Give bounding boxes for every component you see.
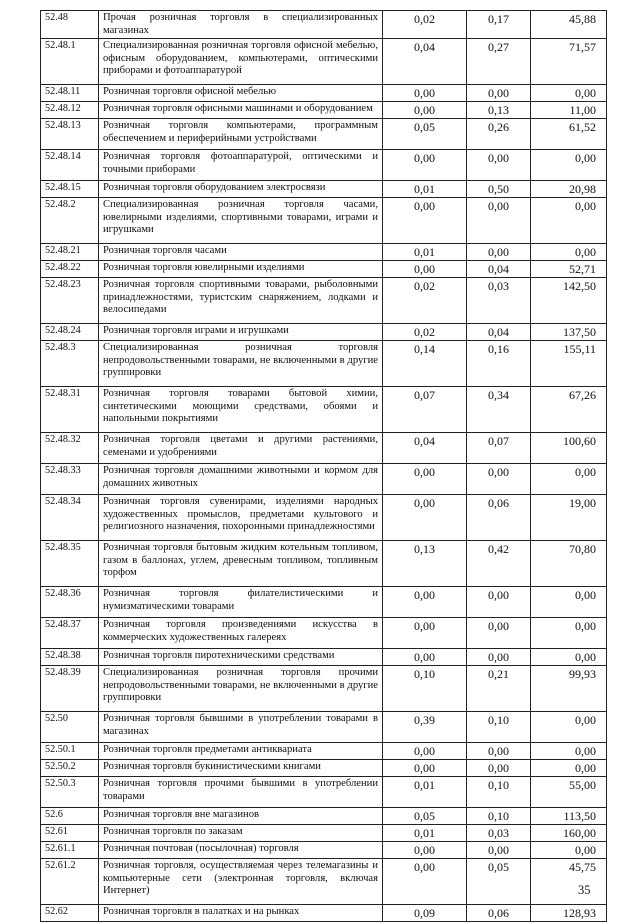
value-1-cell: 0,00 (383, 859, 467, 905)
name-cell: Розничная торговля ювелирными изделиями (99, 261, 383, 278)
name-cell: Розничная торговля часами (99, 244, 383, 261)
table-row (41, 541, 607, 587)
value-2-cell: 0,50 (467, 181, 531, 198)
table-row (41, 859, 607, 905)
code-cell: 52.61.2 (41, 859, 99, 905)
value-3-cell: 0,00 (531, 649, 607, 666)
value-1-cell: 0,02 (383, 11, 467, 39)
name-cell: Розничная торговля по заказам (99, 825, 383, 842)
value-1-cell: 0,39 (383, 712, 467, 743)
code-cell: 52.48.21 (41, 244, 99, 261)
table-row (41, 649, 607, 666)
value-2-cell: 0,10 (467, 777, 531, 808)
table-row (41, 666, 607, 712)
value-2-cell: 0,10 (467, 808, 531, 825)
value-3-cell: 52,71 (531, 261, 607, 278)
value-3-cell: 99,93 (531, 666, 607, 712)
table-row (41, 198, 607, 244)
value-3-cell: 45,88 (531, 11, 607, 39)
name-cell: Розничная торговля спортивными товарами, рыболовными принадлежностями, туристским снаряжением, лодками и велосипедами (99, 278, 383, 324)
name-cell: Специализированная розничная торговля непродовольственными товарами, не включенными в другие группировки (99, 341, 383, 387)
value-2-cell: 0,10 (467, 712, 531, 743)
table-row (41, 743, 607, 760)
name-cell: Розничная торговля, осуществляемая через телемагазины и компьютерные сети (электронная торговля, включая Интернет) (99, 859, 383, 905)
code-cell: 52.6 (41, 808, 99, 825)
value-3-cell: 0,00 (531, 618, 607, 649)
code-cell: 52.48.2 (41, 198, 99, 244)
name-cell: Прочая розничная торговля в специализированных магазинах (99, 11, 383, 39)
code-cell: 52.50 (41, 712, 99, 743)
value-3-cell: 71,57 (531, 39, 607, 85)
name-cell: Розничная торговля компьютерами, программным обеспечением и периферийными устройствами (99, 119, 383, 150)
value-2-cell: 0,00 (467, 618, 531, 649)
value-1-cell: 0,00 (383, 842, 467, 859)
value-1-cell: 0,00 (383, 649, 467, 666)
name-cell: Специализированная розничная торговля прочими непродовольственными товарами, не включенными в другие группировки (99, 666, 383, 712)
value-3-cell: 142,50 (531, 278, 607, 324)
value-1-cell: 0,00 (383, 102, 467, 119)
code-cell: 52.48.38 (41, 649, 99, 666)
value-2-cell: 0,00 (467, 150, 531, 181)
table-row (41, 777, 607, 808)
table-row (41, 324, 607, 341)
table-row (41, 495, 607, 541)
name-cell: Розничная торговля фотоаппаратурой, оптическими и точными приборами (99, 150, 383, 181)
table-row (41, 905, 607, 922)
value-2-cell: 0,04 (467, 324, 531, 341)
value-1-cell: 0,00 (383, 587, 467, 618)
value-1-cell: 0,01 (383, 825, 467, 842)
value-2-cell: 0,07 (467, 433, 531, 464)
code-cell: 52.48.31 (41, 387, 99, 433)
value-2-cell: 0,03 (467, 825, 531, 842)
name-cell: Розничная торговля цветами и другими растениями, семенами и удобрениями (99, 433, 383, 464)
code-cell: 52.48.12 (41, 102, 99, 119)
value-2-cell: 0,00 (467, 244, 531, 261)
table-row (41, 261, 607, 278)
value-3-cell: 11,00 (531, 102, 607, 119)
name-cell: Розничная торговля вне магазинов (99, 808, 383, 825)
code-cell: 52.48 (41, 11, 99, 39)
value-3-cell: 113,50 (531, 808, 607, 825)
value-3-cell: 0,00 (531, 85, 607, 102)
name-cell: Розничная торговля прочими бывшими в употреблении товарами (99, 777, 383, 808)
value-3-cell: 137,50 (531, 324, 607, 341)
code-cell: 52.48.1 (41, 39, 99, 85)
value-1-cell: 0,01 (383, 244, 467, 261)
table-row (41, 119, 607, 150)
value-1-cell: 0,00 (383, 198, 467, 244)
value-3-cell: 160,00 (531, 825, 607, 842)
name-cell: Розничная торговля бывшими в употреблении товарами в магазинах (99, 712, 383, 743)
name-cell: Розничная торговля играми и игрушками (99, 324, 383, 341)
value-2-cell: 0,00 (467, 842, 531, 859)
value-2-cell: 0,16 (467, 341, 531, 387)
value-3-cell: 70,80 (531, 541, 607, 587)
code-cell: 52.62 (41, 905, 99, 922)
value-3-cell: 0,00 (531, 464, 607, 495)
value-1-cell: 0,02 (383, 324, 467, 341)
value-2-cell: 0,27 (467, 39, 531, 85)
value-1-cell: 0,04 (383, 39, 467, 85)
code-cell: 52.48.3 (41, 341, 99, 387)
code-cell: 52.61 (41, 825, 99, 842)
value-1-cell: 0,00 (383, 261, 467, 278)
name-cell: Розничная торговля предметами антиквариата (99, 743, 383, 760)
code-cell: 52.48.33 (41, 464, 99, 495)
name-cell: Специализированная розничная торговля офисной мебелью, офисным оборудованием, компьютерами, оптическими приборами и фотоаппаратурой (99, 39, 383, 85)
code-cell: 52.50.2 (41, 760, 99, 777)
table-row (41, 11, 607, 39)
value-2-cell: 0,42 (467, 541, 531, 587)
value-2-cell: 0,34 (467, 387, 531, 433)
name-cell: Розничная торговля сувенирами, изделиями народных художественных промыслов, предметами культового и религиозного назначения, похоронными принадлежностями (99, 495, 383, 541)
code-cell: 52.48.36 (41, 587, 99, 618)
code-cell: 52.48.37 (41, 618, 99, 649)
code-cell: 52.48.35 (41, 541, 99, 587)
code-cell: 52.48.32 (41, 433, 99, 464)
value-1-cell: 0,13 (383, 541, 467, 587)
value-2-cell: 0,26 (467, 119, 531, 150)
value-1-cell: 0,09 (383, 905, 467, 922)
value-1-cell: 0,00 (383, 150, 467, 181)
value-3-cell: 0,00 (531, 198, 607, 244)
value-1-cell: 0,00 (383, 760, 467, 777)
name-cell: Розничная торговля в палатках и на рынках (99, 905, 383, 922)
value-1-cell: 0,02 (383, 278, 467, 324)
code-cell: 52.48.34 (41, 495, 99, 541)
value-3-cell: 55,00 (531, 777, 607, 808)
value-2-cell: 0,13 (467, 102, 531, 119)
value-1-cell: 0,00 (383, 85, 467, 102)
table-row (41, 278, 607, 324)
table-body (41, 11, 607, 922)
value-2-cell: 0,05 (467, 859, 531, 905)
value-3-cell: 128,93 (531, 905, 607, 922)
value-1-cell: 0,01 (383, 777, 467, 808)
value-2-cell: 0,06 (467, 905, 531, 922)
value-2-cell: 0,00 (467, 649, 531, 666)
code-cell: 52.48.22 (41, 261, 99, 278)
table-row (41, 587, 607, 618)
value-3-cell: 0,00 (531, 743, 607, 760)
table-row (41, 150, 607, 181)
table-row (41, 433, 607, 464)
name-cell: Розничная торговля товарами бытовой химии, синтетическими моющими средствами, обоями и напольными покрытиями (99, 387, 383, 433)
value-3-cell: 0,00 (531, 760, 607, 777)
code-cell: 52.48.13 (41, 119, 99, 150)
value-1-cell: 0,01 (383, 181, 467, 198)
value-2-cell: 0,00 (467, 198, 531, 244)
table-row (41, 712, 607, 743)
table-row (41, 618, 607, 649)
value-2-cell: 0,21 (467, 666, 531, 712)
name-cell: Специализированная розничная торговля часами, ювелирными изделиями, спортивными товарами, играми и игрушками (99, 198, 383, 244)
name-cell: Розничная торговля оборудованием электросвязи (99, 181, 383, 198)
name-cell: Розничная торговля произведениями искусства в коммерческих художественных галереях (99, 618, 383, 649)
table-row (41, 39, 607, 85)
value-2-cell: 0,17 (467, 11, 531, 39)
page-number: 35 (578, 883, 591, 897)
table-row (41, 464, 607, 495)
value-3-cell: 61,52 (531, 119, 607, 150)
name-cell: Розничная торговля филателистическими и нумизматическими товарами (99, 587, 383, 618)
name-cell: Розничная почтовая (посылочная) торговля (99, 842, 383, 859)
code-cell: 52.48.23 (41, 278, 99, 324)
table-row (41, 842, 607, 859)
value-1-cell: 0,00 (383, 464, 467, 495)
value-3-cell: 67,26 (531, 387, 607, 433)
table-row (41, 760, 607, 777)
code-cell: 52.48.24 (41, 324, 99, 341)
code-cell: 52.50.1 (41, 743, 99, 760)
value-3-cell: 0,00 (531, 712, 607, 743)
value-2-cell: 0,00 (467, 85, 531, 102)
code-cell: 52.48.11 (41, 85, 99, 102)
code-cell: 52.48.39 (41, 666, 99, 712)
name-cell: Розничная торговля офисными машинами и оборудованием (99, 102, 383, 119)
value-1-cell: 0,05 (383, 119, 467, 150)
value-1-cell: 0,00 (383, 743, 467, 760)
name-cell: Розничная торговля пиротехническими средствами (99, 649, 383, 666)
table-row (41, 825, 607, 842)
value-2-cell: 0,04 (467, 261, 531, 278)
table-row (41, 85, 607, 102)
value-3-cell: 0,00 (531, 244, 607, 261)
code-cell: 52.50.3 (41, 777, 99, 808)
value-2-cell: 0,03 (467, 278, 531, 324)
table-row (41, 808, 607, 825)
name-cell: Розничная торговля домашними животными и кормом для домашних животных (99, 464, 383, 495)
value-1-cell: 0,05 (383, 808, 467, 825)
value-2-cell: 0,00 (467, 587, 531, 618)
value-2-cell: 0,00 (467, 464, 531, 495)
value-2-cell: 0,00 (467, 743, 531, 760)
name-cell: Розничная торговля офисной мебелью (99, 85, 383, 102)
table-row (41, 181, 607, 198)
value-3-cell: 0,00 (531, 842, 607, 859)
value-3-cell: 100,60 (531, 433, 607, 464)
value-1-cell: 0,00 (383, 618, 467, 649)
value-2-cell: 0,00 (467, 760, 531, 777)
value-3-cell: 20,98 (531, 181, 607, 198)
value-1-cell: 0,14 (383, 341, 467, 387)
value-3-cell: 155,11 (531, 341, 607, 387)
table-row (41, 387, 607, 433)
code-cell: 52.61.1 (41, 842, 99, 859)
code-cell: 52.48.14 (41, 150, 99, 181)
table-row (41, 341, 607, 387)
value-1-cell: 0,00 (383, 495, 467, 541)
name-cell: Розничная торговля букинистическими книгами (99, 760, 383, 777)
table-row (41, 244, 607, 261)
value-1-cell: 0,10 (383, 666, 467, 712)
value-3-cell: 45,75 (531, 859, 607, 905)
code-cell: 52.48.15 (41, 181, 99, 198)
name-cell: Розничная торговля бытовым жидким котельным топливом, газом в баллонах, углем, древесным топливом, топливным торфом (99, 541, 383, 587)
value-3-cell: 19,00 (531, 495, 607, 541)
table-row (41, 102, 607, 119)
value-1-cell: 0,04 (383, 433, 467, 464)
value-2-cell: 0,06 (467, 495, 531, 541)
activity-table (40, 10, 607, 922)
value-3-cell: 0,00 (531, 150, 607, 181)
value-3-cell: 0,00 (531, 587, 607, 618)
value-1-cell: 0,07 (383, 387, 467, 433)
